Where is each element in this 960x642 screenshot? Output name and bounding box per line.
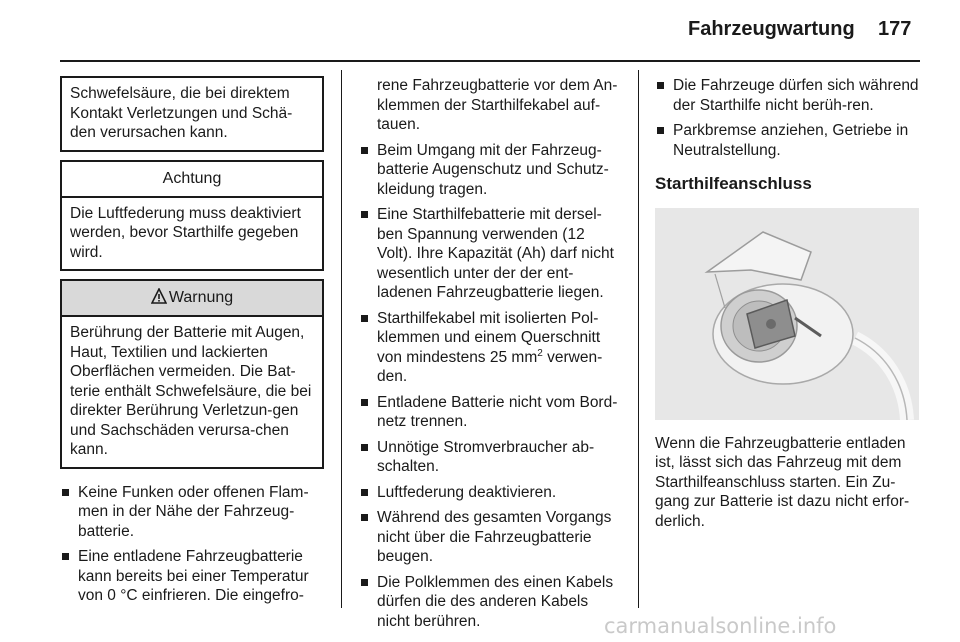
column-1 — [60, 76, 324, 612]
warning-triangle-icon — [151, 288, 167, 304]
header-rule — [60, 60, 920, 62]
bullet-square-icon — [62, 553, 69, 560]
column-2 — [359, 76, 624, 637]
list-item: Während des gesamten Vorgangs nicht über die Fahrzeugbatterie beugen. — [359, 508, 624, 567]
warning-heading-label: Warnung — [168, 289, 234, 306]
list-item-continuation: rene Fahrzeugbatterie vor dem An-klemmen der Starthilfekabel auf-tauen. — [377, 77, 618, 133]
page-header — [0, 0, 960, 62]
list-item: Die Fahrzeuge dürfen sich während der Starthilfe nicht berüh-ren. — [655, 76, 923, 115]
list-item: Eine entladene Fahrzeugbatterie kann bereits bei einer Temperatur von 0 °C einfrieren. Die eingefro- — [60, 547, 324, 606]
bullet-square-icon — [361, 211, 368, 218]
warning-box — [60, 279, 324, 469]
list-item: Die Polklemmen des einen Kabels dürfen die des anderen Kabels nicht berühren. — [359, 573, 624, 632]
warning-heading — [62, 281, 322, 317]
warning-continuation-text: Schwefelsäure, die bei direktem Kontakt Verletzungen und Schä-den verursachen kann. — [70, 85, 293, 141]
bullet-square-icon — [657, 82, 664, 89]
list-item: Unnötige Stromverbraucher ab-schalten. — [359, 438, 624, 477]
list-item: Luftfederung deaktivieren. — [359, 483, 624, 503]
bullet-square-icon — [361, 444, 368, 451]
page-number: 177 — [878, 18, 912, 40]
bullet-list-1 — [60, 483, 324, 606]
jump-start-connector-image — [655, 208, 919, 420]
bullet-square-icon — [361, 315, 368, 322]
list-item: Beim Umgang mit der Fahrzeug-batterie Augenschutz und Schutz-kleidung tragen. — [359, 141, 624, 200]
bullet-square-icon — [361, 399, 368, 406]
caution-heading: Achtung — [62, 162, 322, 198]
section-heading: Starthilfeanschluss — [655, 174, 812, 193]
list-item: Entladene Batterie nicht vom Bord-netz trennen. — [359, 393, 624, 432]
bullet-list-3 — [655, 76, 923, 160]
bullet-square-icon — [62, 489, 69, 496]
bullet-square-icon — [361, 147, 368, 154]
bullet-square-icon — [361, 489, 368, 496]
column-3 — [655, 76, 923, 531]
superscript: 2 — [537, 347, 543, 359]
list-item: Starthilfekabel mit isolierten Pol-klemmen und einem Querschnitt von mindestens 25 $mm^2$ verwen-den. — [359, 309, 624, 387]
column-divider-1 — [341, 70, 342, 608]
column-divider-2 — [638, 70, 639, 608]
list-item: Keine Funken oder offenen Flam-men in der Nähe der Fahrzeug-batterie. — [60, 483, 324, 542]
page-title: Fahrzeugwartung — [688, 18, 855, 40]
bullet-list-2 — [359, 141, 624, 632]
bullet-square-icon — [657, 127, 664, 134]
bullet-square-icon — [361, 514, 368, 521]
warning-text: Berührung der Batterie mit Augen, Haut, Textilien und lackierten Oberflächen vermeiden. Die Bat-terie enthält Schwefelsäure, die bei direkter Berührung Verletzun-gen und Sachschäden verursa-chen kann. — [70, 324, 312, 458]
caution-box — [60, 160, 324, 272]
caution-text: Die Luftfederung muss deaktiviert werden, bevor Starthilfe gegeben wird. — [70, 204, 301, 261]
bullet-square-icon — [361, 579, 368, 586]
section-paragraph: Wenn die Fahrzeugbatterie entladen ist, lässt sich das Fahrzeug mit dem Starthilfeanschluss starten. Ein Zu-gang zur Batterie ist dazu nicht erfor-derlich. — [655, 434, 910, 530]
watermark: carmanualsonline.info — [604, 614, 837, 638]
warning-continuation-box — [60, 76, 324, 152]
list-item: Eine Starthilfebatterie mit dersel-ben Spannung verwenden (12 Volt). Ihre Kapazität (Ah) darf nicht wesentlich unter der der ent-ladenen Fahrzeugbatterie liegen. — [359, 205, 624, 303]
list-item: Parkbremse anziehen, Getriebe in Neutralstellung. — [655, 121, 923, 160]
